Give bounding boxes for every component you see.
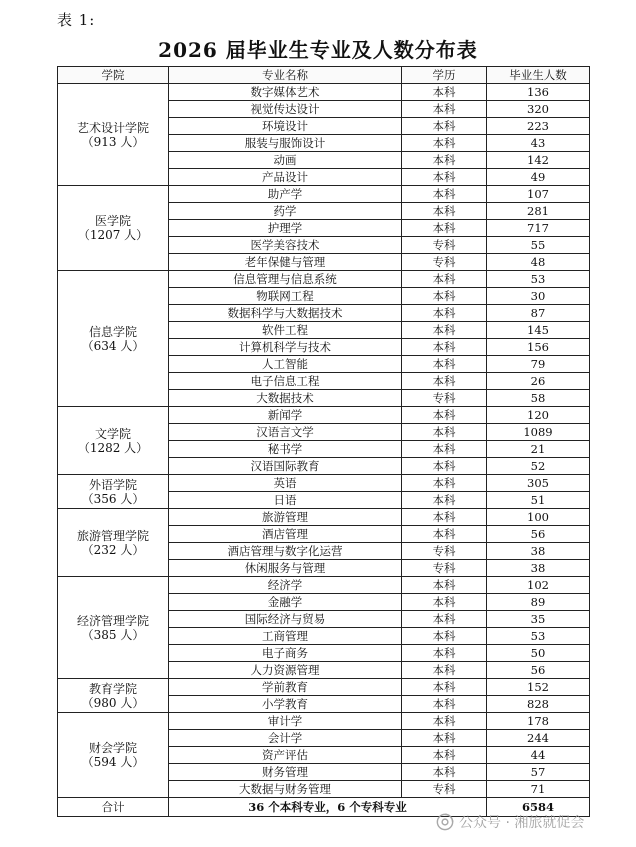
major-cell: 老年保健与管理 xyxy=(169,254,402,271)
college-cell xyxy=(58,407,169,475)
table-row xyxy=(58,271,590,288)
count-cell: 56 xyxy=(487,662,590,679)
major-cell: 英语 xyxy=(169,475,402,492)
count-cell: 38 xyxy=(487,560,590,577)
degree-cell: 本科 xyxy=(402,186,487,203)
count-cell: 21 xyxy=(487,441,590,458)
major-cell: 小学教育 xyxy=(169,696,402,713)
count-cell: 58 xyxy=(487,390,590,407)
table-row xyxy=(58,713,590,730)
major-cell: 动画 xyxy=(169,152,402,169)
degree-cell: 本科 xyxy=(402,526,487,543)
degree-cell: 本科 xyxy=(402,373,487,390)
count-cell: 142 xyxy=(487,152,590,169)
degree-cell: 本科 xyxy=(402,169,487,186)
degree-cell: 本科 xyxy=(402,611,487,628)
college-total: （232 人） xyxy=(81,542,145,557)
total-label: 合计 xyxy=(58,798,169,817)
count-cell: 38 xyxy=(487,543,590,560)
total-note: 36 个本科专业，6 个专科专业 xyxy=(169,798,487,817)
major-cell: 数据科学与大数据技术 xyxy=(169,305,402,322)
degree-cell: 本科 xyxy=(402,407,487,424)
degree-cell: 本科 xyxy=(402,118,487,135)
major-cell: 计算机科学与技术 xyxy=(169,339,402,356)
major-cell: 学前教育 xyxy=(169,679,402,696)
count-cell: 53 xyxy=(487,628,590,645)
count-cell: 136 xyxy=(487,84,590,101)
major-cell: 软件工程 xyxy=(169,322,402,339)
college-name: 艺术设计学院 xyxy=(76,120,149,135)
degree-cell: 本科 xyxy=(402,356,487,373)
wechat-official-account-icon xyxy=(436,813,454,831)
college-total: （356 人） xyxy=(81,491,145,506)
college-cell xyxy=(58,475,169,509)
count-cell: 44 xyxy=(487,747,590,764)
degree-cell: 本科 xyxy=(402,84,487,101)
degree-cell: 本科 xyxy=(402,764,487,781)
degree-cell: 本科 xyxy=(402,288,487,305)
degree-cell: 本科 xyxy=(402,101,487,118)
college-total: （594 人） xyxy=(81,755,145,769)
count-cell: 223 xyxy=(487,118,590,135)
count-cell: 244 xyxy=(487,730,590,747)
college-cell xyxy=(58,577,169,679)
degree-cell: 专科 xyxy=(402,781,487,798)
college-name: 财会学院 xyxy=(88,741,137,755)
degree-cell: 本科 xyxy=(402,305,487,322)
major-cell: 信息管理与信息系统 xyxy=(169,271,402,288)
major-cell: 汉语国际教育 xyxy=(169,458,402,475)
total-count: 6584 xyxy=(487,798,590,817)
major-cell: 药学 xyxy=(169,203,402,220)
college-total: （1282 人） xyxy=(77,440,149,455)
major-cell: 日语 xyxy=(169,492,402,509)
degree-cell: 专科 xyxy=(402,560,487,577)
college-total: （1207 人） xyxy=(77,228,149,242)
degree-cell: 专科 xyxy=(402,237,487,254)
major-cell: 酒店管理与数字化运营 xyxy=(169,543,402,560)
degree-cell: 本科 xyxy=(402,220,487,237)
major-cell: 金融学 xyxy=(169,594,402,611)
college-total: （634 人） xyxy=(81,338,145,353)
watermark-text: 公众号 · 湘旅就促会 xyxy=(459,815,585,831)
major-cell: 人力资源管理 xyxy=(169,662,402,679)
college-cell xyxy=(58,84,169,186)
table-row xyxy=(58,509,590,526)
count-cell: 152 xyxy=(487,679,590,696)
major-cell: 休闲服务与管理 xyxy=(169,560,402,577)
degree-cell: 专科 xyxy=(402,254,487,271)
degree-cell: 本科 xyxy=(402,424,487,441)
table-row xyxy=(58,475,590,492)
header-major: 专业名称 xyxy=(169,67,402,84)
degree-cell: 本科 xyxy=(402,339,487,356)
college-cell xyxy=(58,679,169,713)
count-cell: 717 xyxy=(487,220,590,237)
header-college: 学院 xyxy=(58,67,169,84)
table-body xyxy=(58,84,590,798)
major-cell: 旅游管理 xyxy=(169,509,402,526)
major-cell: 环境设计 xyxy=(169,118,402,135)
college-cell xyxy=(58,186,169,271)
major-cell: 汉语言文学 xyxy=(169,424,402,441)
major-cell: 工商管理 xyxy=(169,628,402,645)
major-cell: 审计学 xyxy=(169,713,402,730)
table-row xyxy=(58,679,590,696)
degree-cell: 本科 xyxy=(402,152,487,169)
degree-cell: 本科 xyxy=(402,509,487,526)
degree-cell: 本科 xyxy=(402,679,487,696)
major-cell: 物联网工程 xyxy=(169,288,402,305)
graduate-distribution-table xyxy=(57,66,590,817)
major-cell: 产品设计 xyxy=(169,169,402,186)
degree-cell: 专科 xyxy=(402,543,487,560)
count-cell: 87 xyxy=(487,305,590,322)
count-cell: 35 xyxy=(487,611,590,628)
major-cell: 电子商务 xyxy=(169,645,402,662)
header-count: 毕业生人数 xyxy=(487,67,590,84)
table-row xyxy=(58,407,590,424)
college-name: 旅游管理学院 xyxy=(76,528,149,543)
count-cell: 26 xyxy=(487,373,590,390)
major-cell: 大数据技术 xyxy=(169,390,402,407)
college-name: 外语学院 xyxy=(88,477,137,492)
degree-cell: 本科 xyxy=(402,135,487,152)
major-cell: 助产学 xyxy=(169,186,402,203)
count-cell: 52 xyxy=(487,458,590,475)
count-cell: 53 xyxy=(487,271,590,288)
table-caption: 表 1: xyxy=(57,11,96,29)
major-cell: 新闻学 xyxy=(169,407,402,424)
count-cell: 50 xyxy=(487,645,590,662)
count-cell: 156 xyxy=(487,339,590,356)
page-title: 2026 届毕业生专业及人数分布表 xyxy=(158,38,478,62)
count-cell: 320 xyxy=(487,101,590,118)
major-cell: 秘书学 xyxy=(169,441,402,458)
major-cell: 人工智能 xyxy=(169,356,402,373)
count-cell: 120 xyxy=(487,407,590,424)
major-cell: 经济学 xyxy=(169,577,402,594)
major-cell: 服装与服饰设计 xyxy=(169,135,402,152)
count-cell: 107 xyxy=(487,186,590,203)
college-name: 经济管理学院 xyxy=(76,613,149,628)
degree-cell: 本科 xyxy=(402,645,487,662)
table-header-row xyxy=(58,67,590,84)
count-cell: 43 xyxy=(487,135,590,152)
count-cell: 102 xyxy=(487,577,590,594)
college-cell xyxy=(58,713,169,798)
count-cell: 48 xyxy=(487,254,590,271)
degree-cell: 本科 xyxy=(402,628,487,645)
degree-cell: 本科 xyxy=(402,322,487,339)
major-cell: 护理学 xyxy=(169,220,402,237)
degree-cell: 本科 xyxy=(402,577,487,594)
degree-cell: 本科 xyxy=(402,492,487,509)
major-cell: 电子信息工程 xyxy=(169,373,402,390)
table-row xyxy=(58,186,590,203)
major-cell: 会计学 xyxy=(169,730,402,747)
table-row xyxy=(58,84,590,101)
count-cell: 49 xyxy=(487,169,590,186)
college-name: 教育学院 xyxy=(88,681,137,696)
major-cell: 数字媒体艺术 xyxy=(169,84,402,101)
degree-cell: 本科 xyxy=(402,458,487,475)
college-total: （913 人） xyxy=(81,134,145,149)
count-cell: 828 xyxy=(487,696,590,713)
degree-cell: 本科 xyxy=(402,747,487,764)
degree-cell: 本科 xyxy=(402,662,487,679)
degree-cell: 本科 xyxy=(402,713,487,730)
major-cell: 财务管理 xyxy=(169,764,402,781)
college-total: （385 人） xyxy=(81,627,145,642)
degree-cell: 本科 xyxy=(402,271,487,288)
college-cell xyxy=(58,509,169,577)
college-cell xyxy=(58,271,169,407)
count-cell: 89 xyxy=(487,594,590,611)
degree-cell: 本科 xyxy=(402,696,487,713)
major-cell: 大数据与财务管理 xyxy=(169,781,402,798)
count-cell: 57 xyxy=(487,764,590,781)
major-cell: 医学美容技术 xyxy=(169,237,402,254)
count-cell: 100 xyxy=(487,509,590,526)
degree-cell: 专科 xyxy=(402,390,487,407)
table-row xyxy=(58,577,590,594)
count-cell: 178 xyxy=(487,713,590,730)
degree-cell: 本科 xyxy=(402,475,487,492)
college-name: 医学院 xyxy=(94,214,131,228)
major-cell: 视觉传达设计 xyxy=(169,101,402,118)
major-cell: 国际经济与贸易 xyxy=(169,611,402,628)
count-cell: 145 xyxy=(487,322,590,339)
college-total: （980 人） xyxy=(81,695,145,710)
count-cell: 51 xyxy=(487,492,590,509)
major-cell: 资产评估 xyxy=(169,747,402,764)
count-cell: 55 xyxy=(487,237,590,254)
count-cell: 79 xyxy=(487,356,590,373)
count-cell: 71 xyxy=(487,781,590,798)
college-name: 文学院 xyxy=(94,426,131,441)
college-name: 信息学院 xyxy=(88,324,137,339)
degree-cell: 本科 xyxy=(402,594,487,611)
degree-cell: 本科 xyxy=(402,441,487,458)
degree-cell: 本科 xyxy=(402,730,487,747)
major-cell: 酒店管理 xyxy=(169,526,402,543)
degree-cell: 本科 xyxy=(402,203,487,220)
count-cell: 30 xyxy=(487,288,590,305)
count-cell: 305 xyxy=(487,475,590,492)
watermark xyxy=(436,812,584,832)
header-degree: 学历 xyxy=(402,67,487,84)
count-cell: 56 xyxy=(487,526,590,543)
count-cell: 281 xyxy=(487,203,590,220)
count-cell: 1089 xyxy=(487,424,590,441)
